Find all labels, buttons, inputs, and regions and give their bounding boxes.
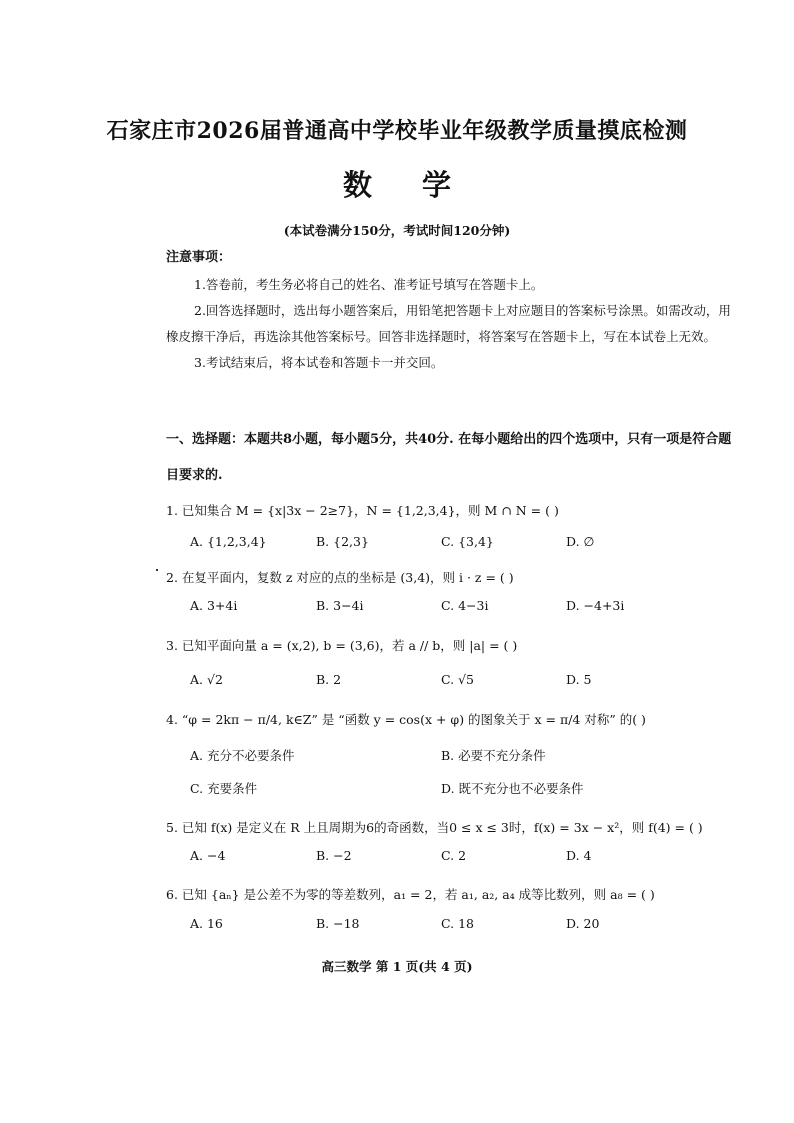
question-2-option-d: D. −4+3i bbox=[566, 598, 625, 613]
question-3-option-b: B. 2 bbox=[316, 672, 342, 687]
question-1-option-c: C. {3,4} bbox=[441, 534, 494, 549]
question-1-stem: 1. 已知集合 M = {x|3x − 2≥7}，N = {1,2,3,4}，则 M ∩ N = ( ) bbox=[166, 503, 559, 518]
notes-title: 注意事项： bbox=[166, 250, 232, 265]
question-1-option-a: A. {1,2,3,4} bbox=[190, 534, 267, 549]
exam-title: 石家庄市2026届普通高中学校毕业年级教学质量摸底检测 bbox=[106, 118, 688, 144]
question-5-stem: 5. 已知 f(x) 是定义在 R 上且周期为6的奇函数，当0 ≤ x ≤ 3时，f(x) = 3x − x²，则 f(4) = ( ) bbox=[166, 820, 703, 835]
question-5-option-d: D. 4 bbox=[566, 848, 592, 863]
exam-info: (本试卷满分150分，考试时间120分钟) bbox=[283, 223, 511, 238]
note-item: 1.答卷前，考生务必将自己的姓名、准考证号填写在答题卡上。 bbox=[194, 277, 544, 292]
question-1-option-b: B. {2,3} bbox=[316, 534, 369, 549]
notes-list bbox=[166, 272, 736, 376]
question-6-option-b: B. −18 bbox=[316, 916, 360, 931]
question-4-option-b: B. 必要不充分条件 bbox=[441, 748, 546, 763]
question-2-option-c: C. 4−3i bbox=[441, 598, 489, 613]
question-5-option-b: B. −2 bbox=[316, 848, 352, 863]
question-2-stem: 2. 在复平面内，复数 z 对应的点的坐标是 (3,4)，则 i · z = ( ) bbox=[166, 570, 514, 585]
scan-speck bbox=[156, 569, 158, 571]
question-3-option-d: D. 5 bbox=[566, 672, 592, 687]
question-6-option-c: C. 18 bbox=[441, 916, 474, 931]
note-item: 3.考试结束后，将本试卷和答题卡一并交回。 bbox=[194, 355, 444, 370]
question-4-option-a: A. 充分不必要条件 bbox=[190, 748, 295, 763]
question-4-stem: 4. “φ = 2kπ − π/4, k∈Z” 是 “函数 y = cos(x + φ) 的图象关于 x = π/4 对称” 的( ) bbox=[166, 712, 646, 727]
question-4-option-d: D. 既不充分也不必要条件 bbox=[441, 781, 584, 796]
section-heading: 一、选择题：本题共8小题，每小题5分，共40分. 在每小题给出的四个选项中，只有一项是符合题目要求的. bbox=[166, 432, 732, 483]
question-1-option-d: D. ∅ bbox=[566, 534, 595, 549]
question-6-option-a: A. 16 bbox=[190, 916, 223, 931]
question-6-option-d: D. 20 bbox=[566, 916, 600, 931]
subject-title: 数 学 bbox=[342, 168, 472, 202]
question-3-stem: 3. 已知平面向量 a = (x,2), b = (3,6)，若 a // b，则 |a| = ( ) bbox=[166, 638, 518, 653]
note-item: 2.回答选择题时，选出每小题答案后，用铅笔把答题卡上对应题目的答案标号涂黑。如需改动，用橡皮擦干净后，再选涂其他答案标号。回答非选择题时，将答案写在答题卡上，写在本试卷上无效。 bbox=[166, 303, 731, 344]
question-6-stem: 6. 已知 {aₙ} 是公差不为零的等差数列，a₁ = 2，若 a₁, a₂, a₄ 成等比数列，则 a₈ = ( ) bbox=[166, 887, 655, 902]
question-2-option-a: A. 3+4i bbox=[190, 598, 238, 613]
question-3-option-a: A. √2 bbox=[190, 672, 223, 687]
question-4-option-c: C. 充要条件 bbox=[190, 781, 258, 796]
page-footer: 高三数学 第 1 页(共 4 页) bbox=[321, 959, 473, 974]
question-5-option-a: A. −4 bbox=[190, 848, 226, 863]
question-5-option-c: C. 2 bbox=[441, 848, 467, 863]
question-2-option-b: B. 3−4i bbox=[316, 598, 364, 613]
question-3-option-c: C. √5 bbox=[441, 672, 474, 687]
